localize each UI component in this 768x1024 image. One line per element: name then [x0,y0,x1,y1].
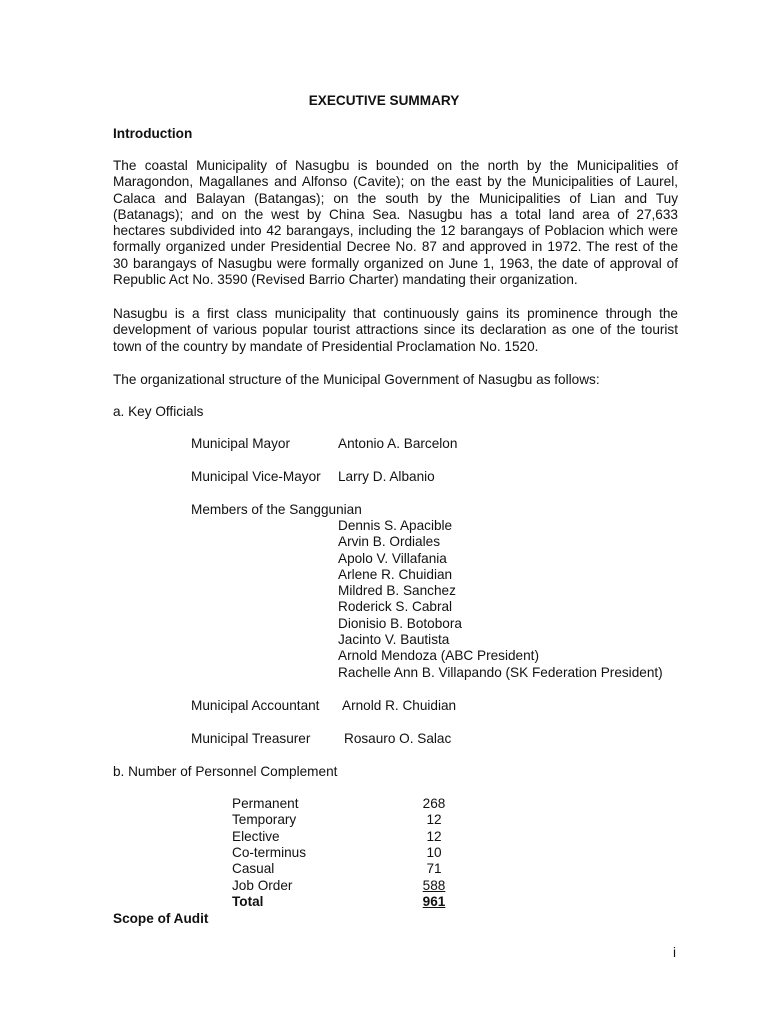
sanggunian-member: Dennis S. Apacible [338,518,453,533]
paragraph-line: formally organized under Presidential Decree No. 87 and approved in 1972. The rest of the [113,239,678,255]
paragraph-line: town of the country by mandate of Presidential Proclamation No. 1520. [113,338,539,354]
sanggunian-member: Mildred B. Sanchez [338,583,456,598]
paragraph-line: Republic Act No. 3590 (Revised Barrio Charter) mandating their organization. [113,272,578,288]
paragraph-line: The coastal Municipality of Nasugbu is bounded on the north by the Municipalities of [113,158,678,173]
sanggunian-member: Dionisio B. Botobora [338,616,462,631]
personnel-count: 12 [426,829,442,844]
accountant-name: Arnold R. Chuidian [342,698,457,713]
sanggunian-member: Apolo V. Villafania [338,551,447,566]
page-title: EXECUTIVE SUMMARY [308,93,460,108]
page-number: i [673,945,677,960]
personnel-count: 71 [426,861,442,876]
personnel-count: 10 [426,845,442,860]
personnel-total-label: Total [232,894,264,909]
personnel-label: Co-terminus [232,845,307,860]
intro-paragraph-2 [113,306,678,355]
personnel-total-count: 961 [422,894,446,909]
sanggunian-member: Rachelle Ann B. Villapando (SK Federation President) [338,665,663,680]
sanggunian-member: Arnold Mendoza (ABC President) [338,648,539,663]
paragraph-line: Maragondon, Magallanes and Alfonso (Cavite); on the east by the Municipalities of Laurel, [113,174,678,190]
personnel-count: 588 [422,878,446,893]
personnel-count: 12 [426,812,442,827]
personnel-label: Job Order [232,878,293,893]
vice-mayor-name: Larry D. Albanio [338,469,435,484]
personnel-label: Elective [232,829,280,844]
paragraph-line: (Batanags); and on the west by China Sea. Nasugbu has a total land area of 27,633 [113,206,678,222]
personnel-label: Permanent [232,796,299,811]
sanggunian-label: Members of the Sanggunian [191,502,362,517]
mayor-label: Municipal Mayor [191,436,290,451]
personnel-label: Casual [232,861,275,876]
intro-paragraph-1 [113,158,678,288]
sanggunian-member: Arvin B. Ordiales [338,534,440,549]
introduction-heading: Introduction [113,126,193,141]
paragraph-line: hectares subdivided into 42 barangays, including the 12 barangays of Poblacion which were [113,223,678,239]
accountant-label: Municipal Accountant [191,698,320,713]
sanggunian-member: Arlene R. Chuidian [338,567,453,582]
treasurer-label: Municipal Treasurer [191,731,311,746]
paragraph-line: Calaca and Balayan (Batangas); on the south by the Municipalities of Lian and Tuy [113,190,678,206]
vice-mayor-label: Municipal Vice-Mayor [191,469,321,484]
personnel-label: Temporary [232,812,297,827]
section-b-heading: b. Number of Personnel Complement [113,764,338,779]
paragraph-line: development of various popular tourist attractions since its declaration as one of the tourist [113,322,678,338]
intro-paragraph-3: The organizational structure of the Municipal Government of Nasugbu as follows: [113,372,600,387]
section-a-heading: a. Key Officials [113,404,204,419]
personnel-count: 268 [422,796,446,811]
scope-of-audit-heading: Scope of Audit [113,911,209,926]
sanggunian-member: Jacinto V. Bautista [338,632,450,647]
treasurer-name: Rosauro O. Salac [344,731,452,746]
paragraph-line: Nasugbu is a first class municipality that continuously gains its prominence through the [113,306,678,321]
paragraph-line: 30 barangays of Nasugbu were formally organized on June 1, 1963, the date of approval of [113,255,678,271]
sanggunian-member: Roderick S. Cabral [338,599,453,614]
mayor-name: Antonio A. Barcelon [338,436,458,451]
